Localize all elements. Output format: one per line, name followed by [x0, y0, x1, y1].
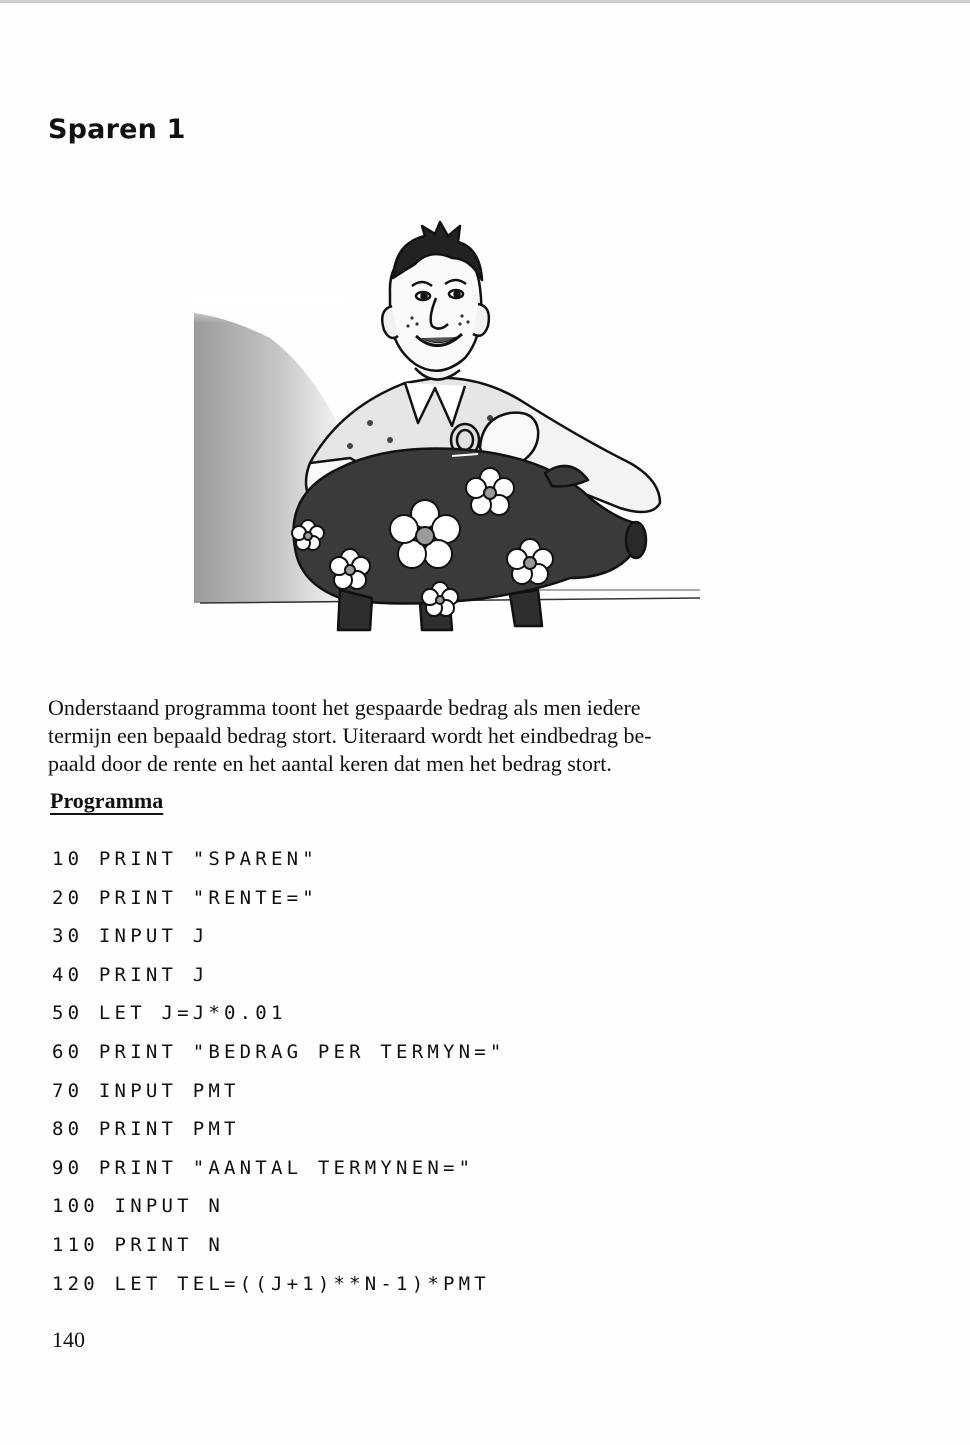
page-top-edge [0, 0, 970, 3]
intro-paragraph [48, 694, 848, 778]
intro-line: termijn een bepaald bedrag stort. Uiteraard wordt het eindbedrag be- [48, 723, 652, 748]
program-line: 90 PRINT "AANTAL TERMYNEN=" [52, 1156, 475, 1179]
program-line: 50 LET J=J*0.01 [52, 1002, 287, 1025]
program-line: 40 PRINT J [52, 963, 209, 986]
program-heading: Programma [50, 788, 164, 813]
program-line: 80 PRINT PMT [52, 1118, 240, 1141]
page-title: Sparen 1 [48, 114, 186, 145]
program-listing [52, 840, 506, 1303]
man-with-piggy-bank-illustration [190, 218, 710, 648]
program-line: 10 PRINT "SPAREN" [52, 848, 318, 870]
program-line: 120 LET TEL=((J+1)**N-1)*PMT [52, 1272, 490, 1295]
program-line: 60 PRINT "BEDRAG PER TERMYN=" [52, 1040, 506, 1063]
intro-line: Onderstaand programma toont het gespaarde bedrag als men iedere [48, 695, 641, 720]
intro-line: paald door de rente en het aantal keren dat men het bedrag stort. [48, 751, 612, 776]
program-line: 70 INPUT PMT [52, 1079, 240, 1102]
program-line: 30 INPUT J [52, 925, 209, 948]
program-line: 20 PRINT "RENTE=" [52, 886, 318, 909]
page-number: 140 [52, 1327, 85, 1352]
program-line: 110 PRINT N [52, 1233, 225, 1256]
program-line: 100 INPUT N [52, 1195, 225, 1218]
